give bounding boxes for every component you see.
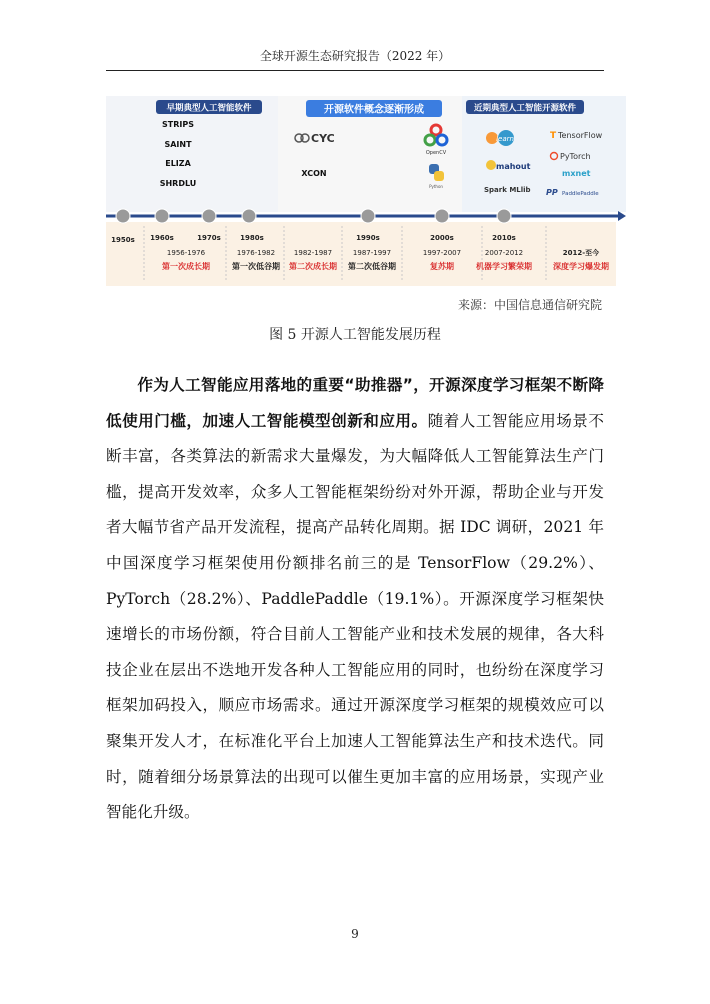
timeline-node: [497, 209, 511, 223]
timeline-arrow: [618, 211, 626, 221]
group-label-middle: 开源软件概念逐渐形成: [324, 104, 424, 116]
item-spark: Spark MLlib: [484, 186, 531, 194]
timeline-node: [202, 209, 216, 223]
item-cyc: CYC: [311, 132, 335, 145]
timeline-node: [361, 209, 375, 223]
decade-label: 1970s: [197, 234, 221, 242]
decade-label: 2000s: [430, 234, 454, 242]
item-pytorch: PyTorch: [560, 152, 591, 161]
period-label: 复苏期: [430, 262, 454, 271]
mahout-logo: [486, 160, 531, 171]
decade-label: 2010s: [492, 234, 516, 242]
period-label: 第二次成长期: [289, 262, 337, 271]
period-years: 1982-1987: [293, 249, 333, 257]
paragraph-body: 随着人工智能应用场景不断丰富，各类算法的新需求大量爆发，为大幅降低人工智能算法生产门槛，提高开发效率，众多人工智能框架纷纷对外开源，帮助企业与开发者大幅节省产品开发流程，提高产品转化周期。据 IDC 调研，2021 年中国深度学习框架使用份额排名前三的是 TensorFlow（29.2%）、PyTorch（28.2%）、PaddlePaddle（19.1%）。开源深度学习框架快速增长的市场份额，符合目前人工智能产业和技术发展的规律，各大科技企业在层出不迭地开发各种人工智能应用的同时，也纷纷在深度学习框架加码投入，顺应市场需求。通过开源深度学习框架的规模效应可以聚集开发人才，在标准化平台上加速人工智能算法生产和技术迭代。同时，随着细分场景算法的出现可以催生更加丰富的应用场景，实现产业智能化升级。: [106, 411, 604, 822]
period-label: 深度学习爆发期: [553, 262, 609, 271]
item-strips: STRIPS: [162, 120, 194, 129]
running-header: 全球开源生态研究报告（2022 年）: [259, 49, 451, 63]
body-paragraph: [106, 368, 604, 831]
decade-label: 1960s: [150, 234, 174, 242]
paddle-icon: PP: [546, 188, 558, 197]
item-eliza: ELIZA: [165, 159, 191, 168]
item-mxnet: mxnet: [562, 169, 591, 178]
group-label-early: 早期典型人工智能软件: [166, 103, 252, 114]
ai-timeline-figure: [106, 92, 626, 288]
figure-caption: 图 5 开源人工智能发展历程: [269, 327, 441, 343]
timeline-node: [435, 209, 449, 223]
period-label: 第一次低谷期: [232, 262, 280, 271]
period-label: 第一次成长期: [162, 262, 210, 271]
item-saint: SAINT: [164, 140, 192, 149]
period-years: 1956-1976: [166, 249, 206, 257]
item-paddlepaddle: PaddlePaddle: [562, 191, 599, 197]
period-years: 2007-2012: [484, 249, 524, 257]
item-opencv: OpenCV: [425, 150, 447, 156]
timeline-node: [116, 209, 130, 223]
period-years: 1997-2007: [422, 249, 462, 257]
item-shrdlu: SHRDLU: [159, 179, 197, 188]
figure-source: 来源：中国信息通信研究院: [457, 298, 602, 312]
decade-label: 1990s: [356, 234, 380, 242]
period-years: 1976-1982: [236, 249, 276, 257]
decade-label: 1950s: [111, 236, 135, 244]
decade-label: 2012-至今: [562, 249, 600, 257]
item-sklearn: learn: [496, 135, 514, 143]
item-xcon: XCON: [301, 169, 327, 178]
item-tensorflow: TensorFlow: [558, 131, 603, 140]
item-mahout: mahout: [496, 162, 531, 171]
period-years: 1987-1997: [352, 249, 392, 257]
timeline-node: [242, 209, 256, 223]
period-label: 机器学习繁荣期: [476, 262, 532, 271]
decade-label: 1980s: [240, 234, 264, 242]
paragraph-lead: 作为人工智能应用落地的重要“助推器”，开源深度学习框架不断降低使用门槛，加速人工智能模型创新和应用。: [106, 376, 604, 430]
item-python: Python: [429, 184, 443, 189]
group-label-recent: 近期典型人工智能开源软件: [473, 103, 577, 114]
period-label: 第二次低谷期: [348, 262, 396, 271]
timeline-node: [155, 209, 169, 223]
page-number: 9: [351, 927, 359, 941]
header-rule: [106, 70, 604, 71]
tensorflow-icon: T: [550, 131, 557, 141]
